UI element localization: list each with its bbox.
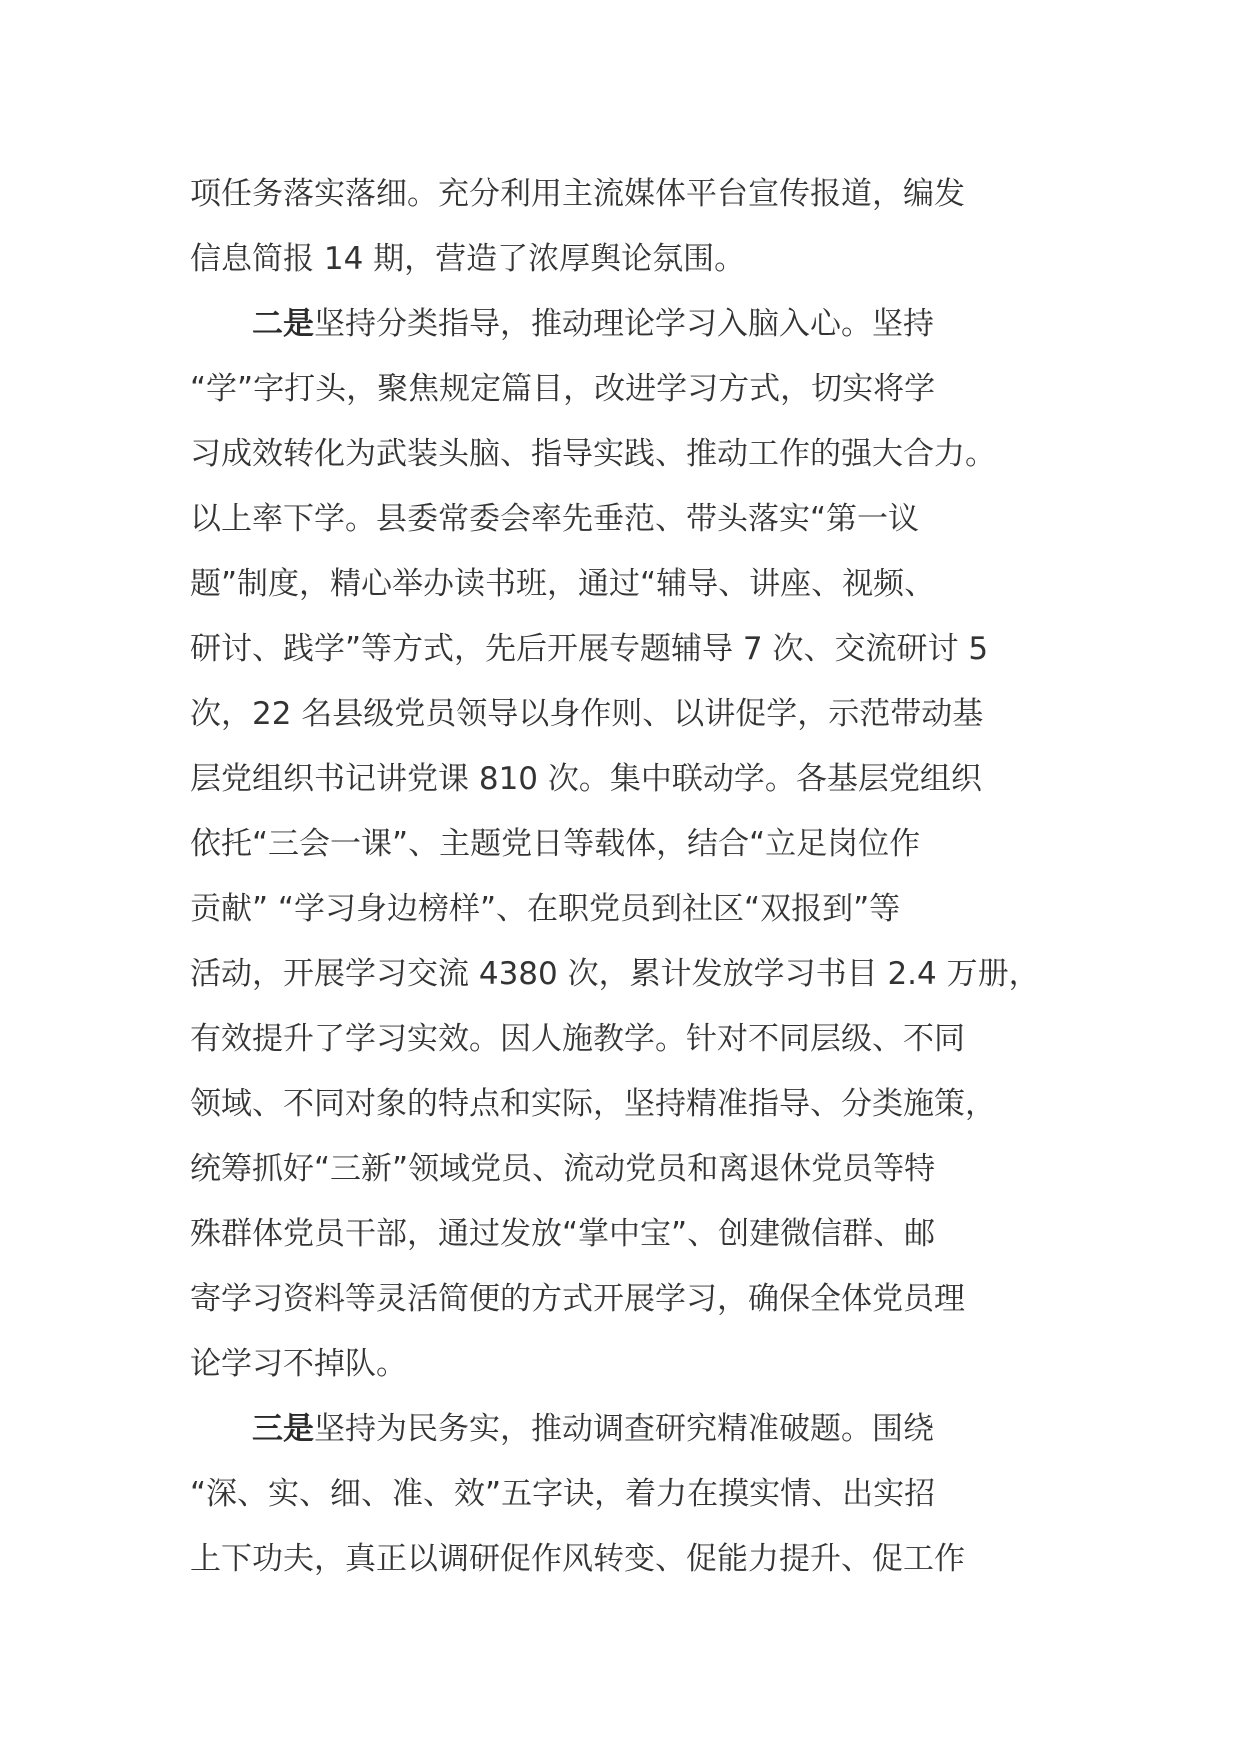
text-line xyxy=(190,241,746,277)
line-text: 习成效转化为武装头脑、指导实践、推动工作的强大合力。 xyxy=(190,436,996,472)
line-text: 有效提升了学习实效。因人施教学。针对不同层级、不同 xyxy=(190,1021,965,1057)
line-text: 坚持为民务实，推动调查研究精准破题。围绕 xyxy=(314,1411,934,1447)
line-text: 寄学习资料等灵活简便的方式开展学习，确保全体党员理 xyxy=(190,1281,965,1317)
line-text: 殊群体党员干部，通过发放“掌中宝”、创建微信群、邮 xyxy=(190,1216,936,1252)
line-text: “学”字打头，聚焦规定篇目，改进学习方式，切实将学 xyxy=(190,371,936,407)
text-line xyxy=(190,566,936,602)
line-text: 领域、不同对象的特点和实际，坚持精准指导、分类施策， xyxy=(190,1086,996,1122)
text-line xyxy=(190,761,982,797)
text-line xyxy=(190,1216,936,1252)
text-line xyxy=(190,956,1040,992)
text-line xyxy=(190,826,921,862)
text-line xyxy=(190,1346,407,1382)
line-text: 统筹抓好“三新”领域党员、流动党员和离退休党员等特 xyxy=(190,1151,936,1187)
line-text: 上下功夫，真正以调研促作风转变、促能力提升、促工作 xyxy=(190,1541,965,1577)
line-text: 论学习不掉队。 xyxy=(190,1346,407,1382)
line-text: 项任务落实落细。充分利用主流媒体平台宣传报道，编发 xyxy=(190,176,965,212)
text-line xyxy=(190,1151,936,1187)
text-line xyxy=(190,1476,936,1512)
text-line xyxy=(190,501,920,537)
text-line xyxy=(190,891,901,927)
line-text: 次，22 名县级党员领导以身作则、以讲促学，示范带动基 xyxy=(190,696,984,732)
paragraph-start-line xyxy=(252,1411,934,1447)
text-line xyxy=(190,631,989,667)
paragraph-lead: 三是 xyxy=(252,1411,314,1447)
line-text: 依托“三会一课”、主题党日等载体，结合“立足岗位作 xyxy=(190,826,921,862)
paragraph-lead: 二是 xyxy=(252,306,314,342)
line-text: 贡献” “学习身边榜样”、在职党员到社区“双报到”等 xyxy=(190,891,901,927)
line-text: 信息简报 14 期，营造了浓厚舆论氛围。 xyxy=(190,241,746,277)
line-text: 坚持分类指导，推动理论学习入脑入心。坚持 xyxy=(314,306,934,342)
text-line xyxy=(190,436,996,472)
line-text: 题”制度，精心举办读书班，通过“辅导、讲座、视频、 xyxy=(190,566,936,602)
line-text: 以上率下学。县委常委会率先垂范、带头落实“第一议 xyxy=(190,501,920,537)
line-text: 层党组织书记讲党课 810 次。集中联动学。各基层党组织 xyxy=(190,761,982,797)
line-text: “深、实、细、准、效”五字诀，着力在摸实情、出实招 xyxy=(190,1476,936,1512)
text-line xyxy=(190,1021,965,1057)
paragraph-start-line xyxy=(252,306,934,342)
text-line xyxy=(190,371,936,407)
text-line xyxy=(190,696,984,732)
text-line xyxy=(190,176,965,212)
text-line xyxy=(190,1281,965,1317)
text-line xyxy=(190,1086,996,1122)
line-text: 活动，开展学习交流 4380 次，累计发放学习书目 2.4 万册， xyxy=(190,956,1040,992)
text-line xyxy=(190,1541,965,1577)
line-text: 研讨、践学”等方式，先后开展专题辅导 7 次、交流研讨 5 xyxy=(190,631,989,667)
